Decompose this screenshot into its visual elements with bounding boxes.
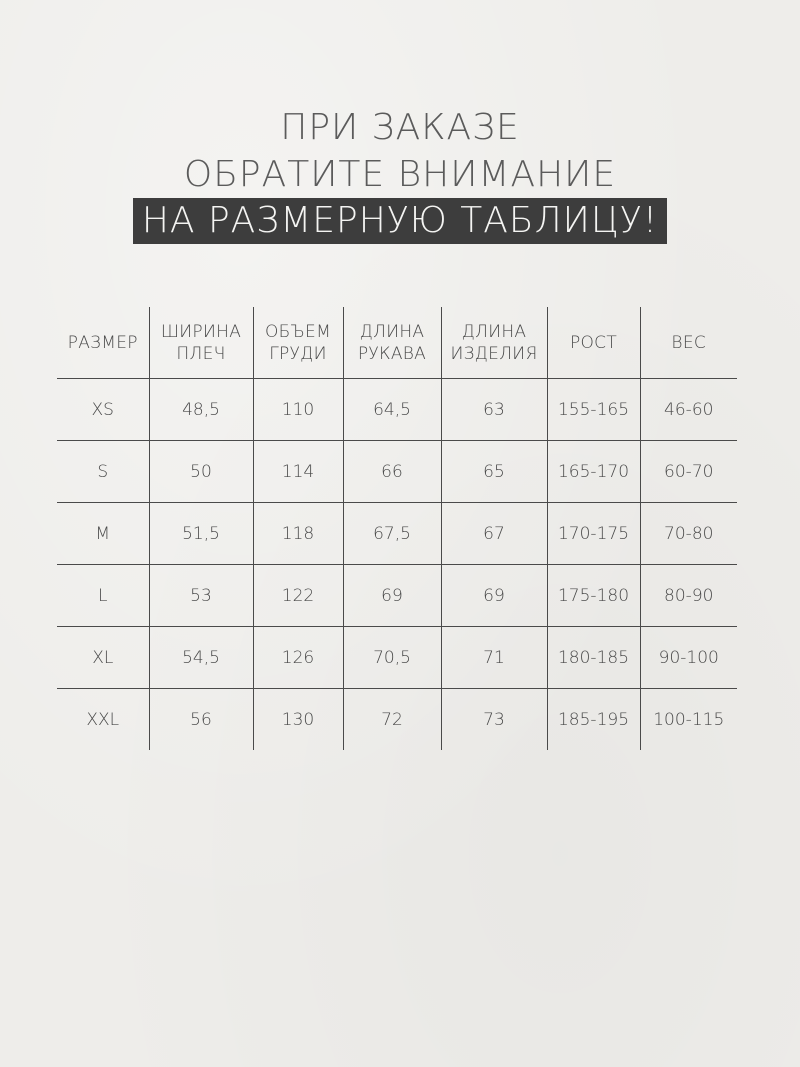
cell-weight: 90-100 [640, 627, 737, 689]
table-header-row [57, 307, 737, 379]
cell-weight: 60-70 [640, 441, 737, 503]
cell-size: XXL [57, 689, 149, 751]
cell-item-length: 67 [441, 503, 547, 565]
cell-sleeve-length: 70,5 [343, 627, 441, 689]
cell-chest-volume: 122 [253, 565, 343, 627]
cell-size: XS [57, 379, 149, 441]
notice-heading [0, 104, 800, 246]
cell-item-length: 69 [441, 565, 547, 627]
cell-chest-volume: 126 [253, 627, 343, 689]
table-row [57, 503, 737, 565]
table-row [57, 689, 737, 751]
cell-height: 180-185 [547, 627, 640, 689]
header-weight: ВЕС [640, 307, 737, 379]
cell-sleeve-length: 67,5 [343, 503, 441, 565]
cell-weight: 70-80 [640, 503, 737, 565]
cell-weight: 46-60 [640, 379, 737, 441]
heading-line-2: ОБРАТИТЕ ВНИМАНИЕ [183, 154, 617, 195]
cell-chest-volume: 118 [253, 503, 343, 565]
cell-height: 155-165 [547, 379, 640, 441]
cell-size: S [57, 441, 149, 503]
cell-item-length: 71 [441, 627, 547, 689]
cell-shoulder-width: 51,5 [149, 503, 253, 565]
cell-chest-volume: 130 [253, 689, 343, 751]
cell-height: 175-180 [547, 565, 640, 627]
heading-highlight-wrap [0, 198, 800, 246]
cell-shoulder-width: 48,5 [149, 379, 253, 441]
cell-size: L [57, 565, 149, 627]
table-row [57, 627, 737, 689]
cell-size: XL [57, 627, 149, 689]
cell-height: 170-175 [547, 503, 640, 565]
table-row [57, 379, 737, 441]
table-row [57, 565, 737, 627]
cell-weight: 100-115 [640, 689, 737, 751]
header-shoulder-width: ШИРИНА ПЛЕЧ [149, 307, 253, 379]
cell-shoulder-width: 54,5 [149, 627, 253, 689]
size-table [57, 307, 737, 750]
cell-shoulder-width: 56 [149, 689, 253, 751]
table-row [57, 441, 737, 503]
cell-sleeve-length: 64,5 [343, 379, 441, 441]
cell-sleeve-length: 69 [343, 565, 441, 627]
cell-weight: 80-90 [640, 565, 737, 627]
header-size: РАЗМЕР [67, 332, 138, 353]
header-chest-volume: ОБЪЕМ ГРУДИ [253, 307, 343, 379]
cell-size: M [57, 503, 149, 565]
cell-shoulder-width: 50 [149, 441, 253, 503]
cell-item-length: 63 [441, 379, 547, 441]
cell-chest-volume: 110 [253, 379, 343, 441]
cell-item-length: 65 [441, 441, 547, 503]
cell-chest-volume: 114 [253, 441, 343, 503]
cell-shoulder-width: 53 [149, 565, 253, 627]
header-sleeve-length: ДЛИНА РУКАВА [343, 307, 441, 379]
header-height: РОСТ [547, 307, 640, 379]
cell-item-length: 73 [441, 689, 547, 751]
heading-line-1: ПРИ ЗАКАЗЕ [280, 107, 520, 148]
cell-sleeve-length: 72 [343, 689, 441, 751]
cell-height: 185-195 [547, 689, 640, 751]
cell-sleeve-length: 66 [343, 441, 441, 503]
heading-line-3-highlight: НА РАЗМЕРНУЮ ТАБЛИЦУ! [133, 198, 667, 244]
cell-height: 165-170 [547, 441, 640, 503]
header-item-length: ДЛИНА ИЗДЕЛИЯ [441, 307, 547, 379]
